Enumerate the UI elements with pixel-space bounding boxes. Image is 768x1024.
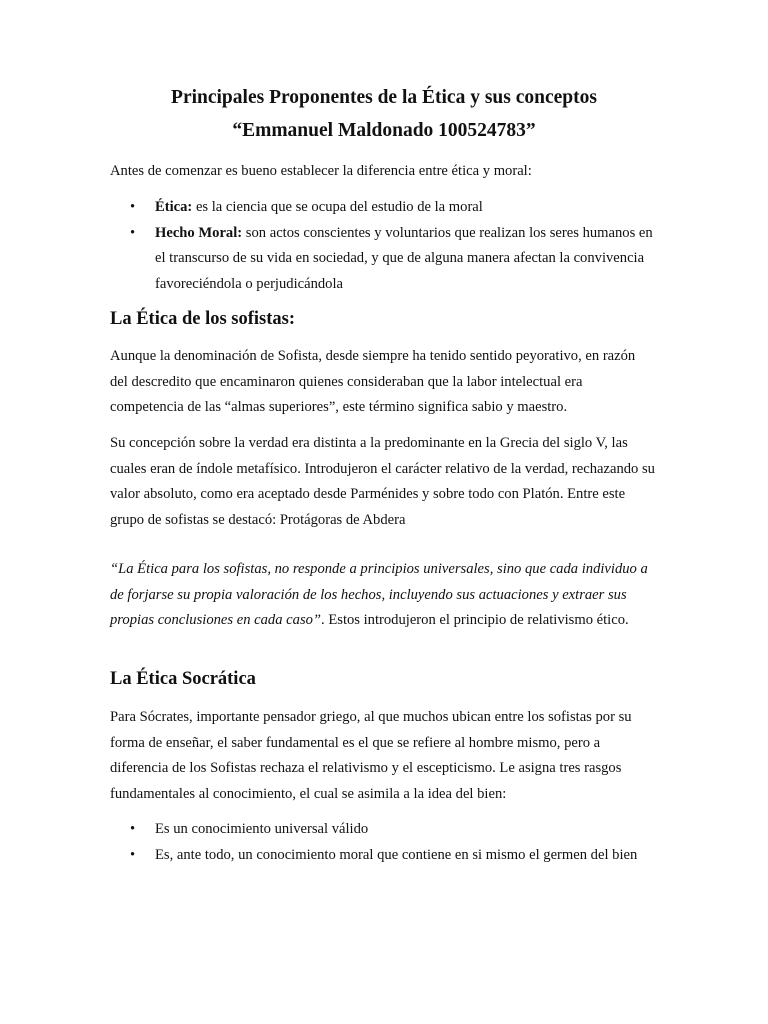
bullet-text: Es un conocimiento universal válido [155, 821, 369, 837]
socratica-bullets [110, 817, 660, 868]
bullet-icon: • [130, 846, 136, 863]
bullet-text: Es, ante todo, un conocimiento moral que contiene en si mismo el germen del bien [155, 846, 638, 863]
bullet-icon: • [130, 821, 136, 837]
socratica-paragraph: Para Sócrates, importante pensador griego, al que muchos ubican entre los sofistas por su forma de enseñar, el saber fundamental es el que se refiere al hombre mismo, pero a diferencia de los Sofistas rechaza el relativismo y el escepticismo. Le asigna tres rasgos fundamentales al conocimiento, el cual se asimila a la idea del bien: [110, 709, 632, 803]
list-item [110, 221, 660, 298]
definition-term: Ética: [155, 199, 193, 215]
list-item [110, 195, 660, 221]
section-heading-sofistas: La Ética de los sofistas: [110, 309, 295, 329]
sofistas-paragraph-2: Su concepción sobre la verdad era distinta a la predominante en la Grecia del siglo V, las cuales eran de índole metafísico. Introdujeron el carácter relativo de la verdad, rechazando su valor absoluto, como era aceptado desde Parménides y sobre todo con Platón. Entre este grupo de sofistas se destacó: Protágoras de Abdera [110, 435, 655, 529]
list-item [110, 843, 660, 869]
section-heading-socratica: La Ética Socrática [110, 669, 256, 689]
document-title: Principales Proponentes de la Ética y sus conceptos [171, 87, 597, 108]
definition-text: son actos conscientes y voluntarios que realizan los seres humanos en el transcurso de su vida en sociedad, y que de alguna manera afectan la convivencia favoreciéndola o perjudicándola [155, 224, 653, 293]
definition-text: es la ciencia que se ocupa del estudio de la moral [192, 199, 483, 215]
sofistas-paragraph-1: Aunque la denominación de Sofista, desde siempre ha tenido sentido peyorativo, en razón del descredito que encaminaron quienes consideraban que la labor intelectual era competencia de las “almas superiores”, este término significa sabio y maestro. [110, 348, 636, 416]
definition-term: Hecho Moral: [155, 224, 243, 241]
bullet-icon: • [130, 199, 136, 215]
author-line: “Emmanuel Maldonado 100524783” [232, 120, 536, 141]
intro-paragraph: Antes de comenzar es bueno establecer la diferencia entre ética y moral: [110, 163, 532, 179]
sofistas-quote: “La Ética para los sofistas, no responde a principios universales, sino que cada individuo a de forjarse su propia valoración de los hechos, incluyendo sus actuaciones y extraer sus propias conclusiones en cada caso” [110, 561, 648, 629]
definitions-list [110, 195, 660, 298]
list-item [110, 817, 660, 843]
sofistas-quote-paragraph [110, 557, 655, 634]
bullet-icon: • [130, 224, 136, 241]
sofistas-quote-after: . Estos introdujeron el principio de relativismo ético. [321, 612, 629, 629]
